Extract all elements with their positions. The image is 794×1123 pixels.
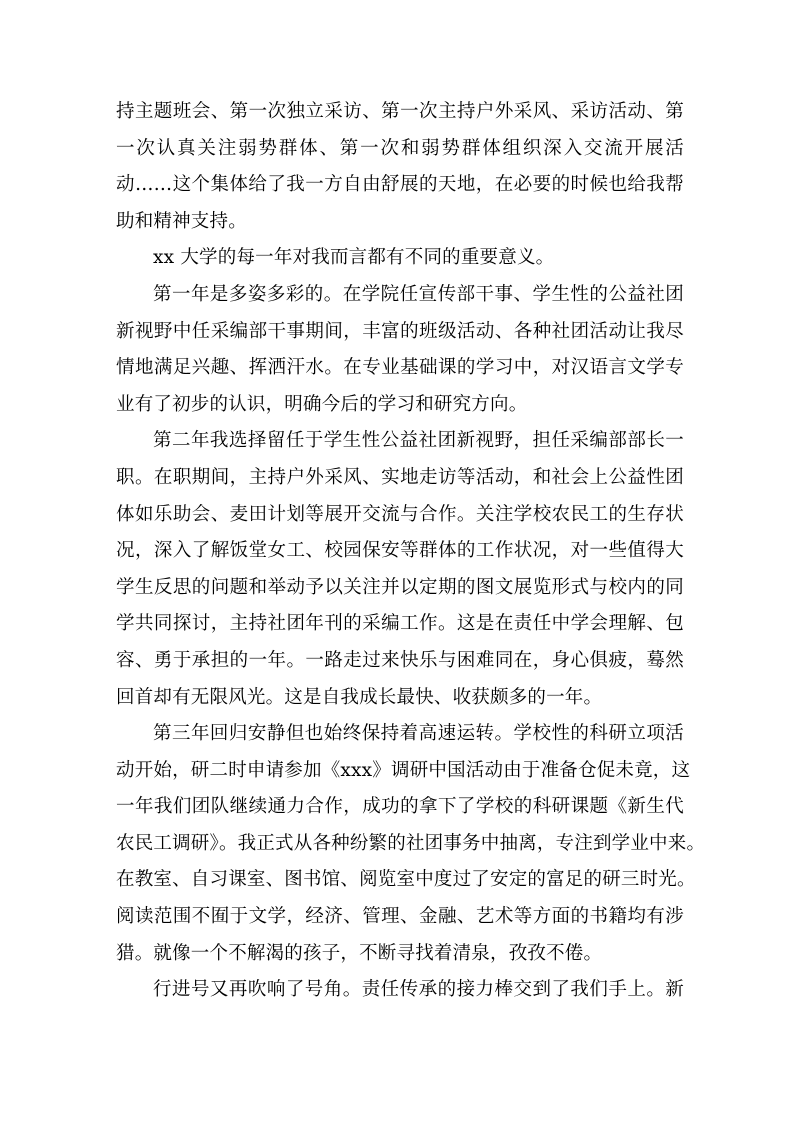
text-line: 在教室、自习课室、图书馆、阅览室中度过了安定的富足的研三时光。 xyxy=(116,869,696,891)
text-line: 一次认真关注弱势群体、第一次和弱势群体组织深入交流开展活 xyxy=(116,137,684,159)
text-line: xx 大学的每一年对我而言都有不同的重要意义。 xyxy=(153,247,555,269)
text-line: 新视野中任采编部干事期间，丰富的班级活动、各种社团活动让我尽 xyxy=(116,320,684,342)
text-line: 阅读范围不囿于文学，经济、管理、金融、艺术等方面的书籍均有涉 xyxy=(116,906,684,928)
text-line: 体如乐助会、麦田计划等展开交流与合作。关注学校农民工的生存状 xyxy=(116,503,684,525)
paragraph-5 xyxy=(116,716,706,972)
text-line: 一年我们团队继续通力合作，成功的拿下了学校的科研课题《新生代 xyxy=(116,796,684,818)
paragraph-1 xyxy=(116,94,684,240)
text-line: 猎。就像一个不解渴的孩子，不断寻找着清泉，孜孜不倦。 xyxy=(116,942,603,964)
text-line: 学生反思的问题和举动予以关注并以定期的图文展览形式与校内的同 xyxy=(116,576,684,598)
text-line: 情地满足兴趣、挥洒汗水。在专业基础课的学习中，对汉语言文学专 xyxy=(116,357,684,379)
text-line: 动开始，研二时申请参加《xxx》调研中国活动由于准备仓促未竟，这 xyxy=(116,759,691,781)
text-line: 况，深入了解饭堂女工、校园保安等群体的工作状况，对一些值得大 xyxy=(116,540,684,562)
paragraph-3 xyxy=(116,277,684,423)
text-line: 容、勇于承担的一年。一路走过来快乐与困难同在，身心俱疲，蓦然 xyxy=(116,649,684,671)
paragraph-2 xyxy=(116,240,684,277)
text-line: 第二年我选择留任于学生性公益社团新视野，担任采编部部长一 xyxy=(153,430,684,452)
text-line: 行进号又再吹响了号角。责任传承的接力棒交到了我们手上。新 xyxy=(153,979,684,1001)
text-line: 第一年是多姿多彩的。在学院任宣传部干事、学生性的公益社团 xyxy=(153,283,684,305)
text-line: 业有了初步的认识，明确今后的学习和研究方向。 xyxy=(116,393,528,415)
text-line: 回首却有无限风光。这是自我成长最快、收获颇多的一年。 xyxy=(116,686,603,708)
paragraph-4 xyxy=(116,423,684,716)
text-line: 助和精神支持。 xyxy=(116,210,247,232)
text-line: 学共同探讨，主持社团年刊的采编工作。这是在责任中学会理解、包 xyxy=(116,613,684,635)
text-line: 第三年回归安静但也始终保持着高速运转。学校性的科研立项活 xyxy=(153,723,684,745)
text-line: 农民工调研》。我正式从各种纷繁的社团事务中抽离，专注到学业中来。 xyxy=(116,832,706,854)
paragraph-6 xyxy=(116,972,684,1009)
document-body xyxy=(116,94,706,1009)
text-line: 持主题班会、第一次独立采访、第一次主持户外采风、采访活动、第 xyxy=(116,101,684,122)
text-line: 动……这个集体给了我一方自由舒展的天地，在必要的时候也给我帮 xyxy=(116,174,684,196)
text-line: 职。在职期间，主持户外采风、实地走访等活动，和社会上公益性团 xyxy=(116,466,684,488)
